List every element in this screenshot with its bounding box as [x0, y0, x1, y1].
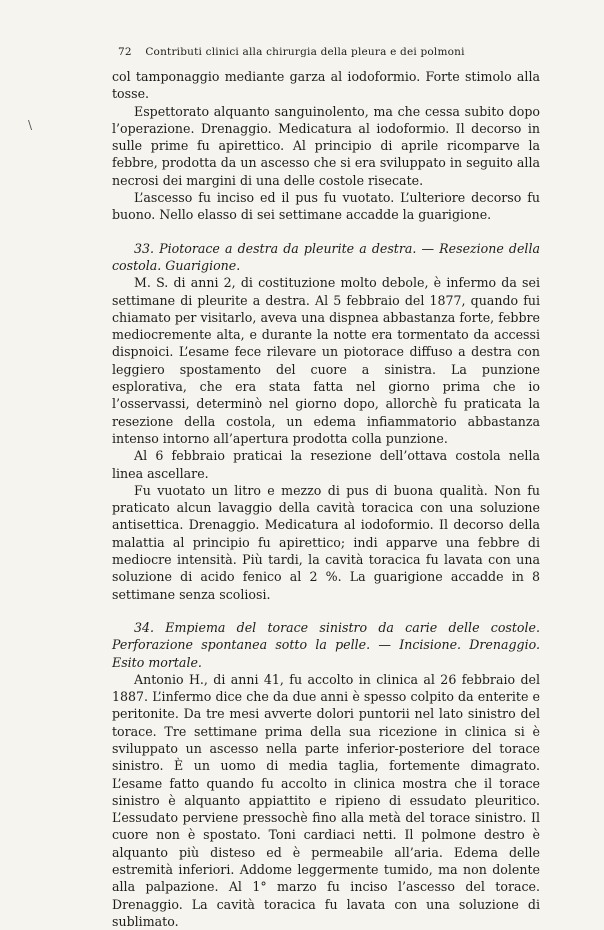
case-title-33: 33. Piotorace a destra da pleurite a destra. — Resezione della costola. Guarigione.: [112, 240, 540, 273]
paragraph: Fu vuotato un litro e mezzo di pus di buona qualità. Non fu praticato alcun lavaggio della cavità toracica con una soluzione antisettica. Drenaggio. Medicatura al iodoformio. Il decorso della malattia al principio fu apirettico; indi apparve una febbre di mediocre intensità. Più tardi, la cavità toracica fu lavata con una soluzione di acido fenico al 2 %. La guarigione accadde in 8 settimane senza scoliosi.: [112, 482, 540, 602]
case-title-34: 34. Empiema del torace sinistro da carie delle costole. Perforazione spontanea sotto la pelle. — Incisione. Drenaggio. Esito mortale.: [112, 619, 540, 670]
running-header: [118, 46, 538, 58]
paragraph: L’ascesso fu inciso ed il pus fu vuotato. L’ulteriore decorso fu buono. Nello elasso di sei settimane accadde la guarigione.: [112, 190, 540, 223]
paragraph: Al 6 febbraio praticai la resezione dell’ottava costola nella linea ascellare.: [112, 448, 540, 481]
body-text: [112, 68, 540, 930]
running-title: Contributi clinici alla chirurgia della pleura e dei polmoni: [145, 46, 465, 58]
paragraph: Antonio H., di anni 41, fu accolto in clinica al 26 febbraio del 1887. L’infermo dice che da due anni è spesso colpito da enterite e peritonite. Da tre mesi avverte dolori puntorii nel lato sinistro del torace. Tre settimane prima della sua ricezione in clinica si è sviluppato un ascesso nella parte inferior-posteriore del torace sinistro. È un uomo di media taglia, fortemente dimagrato. L’esame fatto quando fu accolto in clinica mostra che il torace sinistro è alquanto appiattito e ripieno di essudato pleuritico. L’essudato perviene pressochè fino alla metà del torace sinistro. Il cuore non è spostato. Toni cardiaci netti. Il polmone destro è alquanto più disteso ed è permeabile all’aria. Edema delle estremità inferiori. Addome leggermente tumido, ma non dolente alla palpazione. Al 1° marzo fu inciso l’ascesso del torace. Drenaggio. La cavità toracica fu lavata con una soluzione di sublimato.: [112, 671, 540, 929]
paragraph: col tamponaggio mediante garza al iodoformio. Forte stimolo alla tosse.: [112, 69, 540, 102]
paragraph: M. S. di anni 2, di costituzione molto debole, è infermo da sei settimane di pleurite a destra. Al 5 febbraio del 1877, quando fui chiamato per visitarlo, aveva una dispnea abbastanza forte, febbre mediocremente alta, e durante la notte era tormentato da accessi dispnoici. L’esame fece rilevare un piotorace diffuso a destra con leggiero spostamento del cuore a sinistra. La punzione esplorativa, che era stata fatta nel giorno prima che io l’osservassi, determinò nel giorno dopo, allorchè fu praticata la resezione della costola, un edema infiammatorio abbastanza intenso intorno all’apertura prodotta colla punzione.: [112, 275, 540, 446]
paragraph: Espettorato alquanto sanguinolento, ma che cessa subito dopo l’operazione. Drenaggio. Medicatura al iodoformio. Il decorso in sulle prime fu apirettico. Al principio di aprile ricomparve la febbre, prodotta da un ascesso che si era sviluppato in seguito alla necrosi dei margini di una delle costole risecate.: [112, 103, 540, 188]
page-number: 72: [118, 46, 132, 58]
margin-mark: \: [28, 118, 33, 132]
